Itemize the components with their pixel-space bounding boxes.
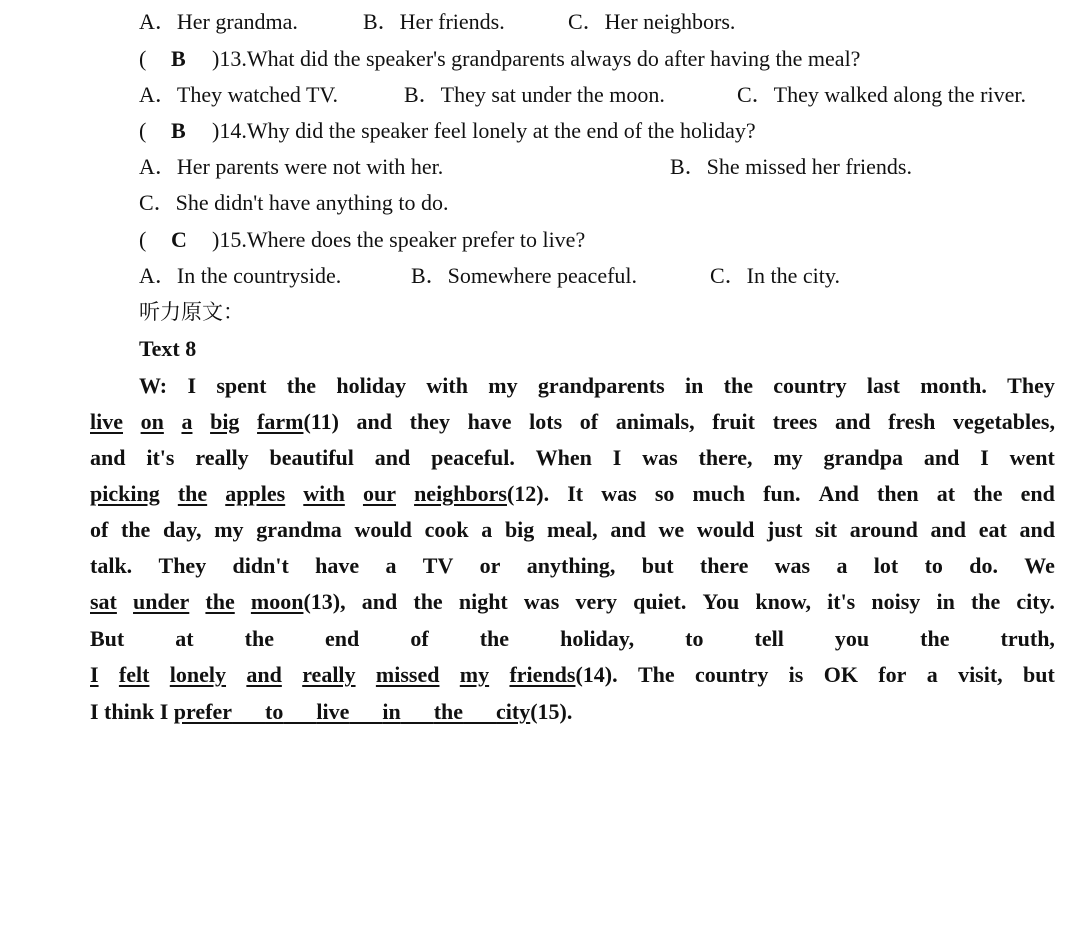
- word: grandparents: [537, 373, 665, 398]
- word: so: [654, 481, 675, 506]
- word: big: [504, 517, 535, 542]
- word: They: [158, 553, 207, 578]
- word: really: [195, 445, 249, 470]
- word: the: [479, 626, 510, 651]
- word: end: [1020, 481, 1055, 506]
- q14-open-paren: (: [139, 118, 147, 143]
- q14-answer: B: [171, 118, 186, 143]
- word: my: [488, 373, 518, 398]
- word: day,: [163, 517, 202, 542]
- word: know,: [755, 589, 811, 614]
- word: end: [325, 626, 360, 651]
- word: have: [467, 409, 512, 434]
- word: sit: [815, 517, 838, 542]
- word: but: [641, 553, 674, 578]
- underlined-word: prefer: [173, 699, 233, 724]
- word: TV: [422, 553, 454, 578]
- word: was: [523, 589, 560, 614]
- word: fresh: [888, 409, 936, 434]
- underlined-word: the: [177, 481, 208, 506]
- underlined-word: farm(11): [257, 409, 339, 434]
- word: anything,: [526, 553, 616, 578]
- word: at: [175, 626, 194, 651]
- word: just: [766, 517, 803, 542]
- word: beautiful: [269, 445, 354, 470]
- underlined-word: big: [210, 409, 240, 434]
- word: have: [315, 553, 360, 578]
- word: the: [970, 589, 1001, 614]
- word: but: [1023, 662, 1055, 687]
- word: of: [90, 517, 109, 542]
- word: noisy: [871, 589, 921, 614]
- word: a: [926, 662, 938, 687]
- word: and: [610, 517, 646, 542]
- word: cook: [424, 517, 469, 542]
- underlined-word: felt: [118, 662, 150, 687]
- transcript-line: [90, 408, 1055, 436]
- underlined-word: with: [303, 481, 345, 506]
- word: And: [818, 481, 859, 506]
- word: in: [684, 373, 704, 398]
- q15-option-b: B．Somewhere peaceful.: [411, 263, 638, 288]
- word: The: [637, 662, 675, 687]
- q15-question: )15.Where does the speaker prefer to live?: [212, 227, 586, 252]
- word: my: [214, 517, 244, 542]
- word: was: [642, 445, 678, 470]
- word: truth,: [1000, 626, 1055, 651]
- word: month.: [920, 373, 987, 398]
- underlined-word: moon(13),: [250, 589, 346, 614]
- word: visit,: [958, 662, 1003, 687]
- word: country: [773, 373, 847, 398]
- q13-open-paren: (: [139, 46, 147, 71]
- transcript-last-line: [90, 698, 572, 726]
- underlined-word: and: [246, 662, 282, 687]
- word: there,: [698, 445, 753, 470]
- word: meal,: [546, 517, 598, 542]
- underlined-word: picking: [90, 481, 160, 506]
- word: they: [409, 409, 450, 434]
- transcript-line: [90, 444, 1055, 472]
- word: and: [923, 445, 960, 470]
- word: was: [774, 553, 811, 578]
- word: do.: [969, 553, 998, 578]
- underlined-word: a: [181, 409, 193, 434]
- word: trees: [772, 409, 818, 434]
- word: fun.: [763, 481, 801, 506]
- transcript-line: [90, 516, 1055, 544]
- underlined-word: the: [433, 699, 464, 724]
- word: holiday: [336, 373, 407, 398]
- q12-option-c: C．Her neighbors.: [568, 9, 736, 34]
- word: my: [773, 445, 803, 470]
- q14-option-a: A．Her parents were not with her.: [139, 154, 444, 179]
- word: would: [354, 517, 412, 542]
- q13-question: )13.What did the speaker's grandparents always do after having the meal?: [212, 46, 861, 71]
- underlined-word: really: [302, 662, 356, 687]
- word: would: [696, 517, 755, 542]
- word: last: [866, 373, 900, 398]
- last-line-lead: I think I: [90, 699, 169, 724]
- q12-option-b: B．Her friends.: [363, 9, 505, 34]
- word: of: [579, 409, 599, 434]
- word: the: [723, 373, 753, 398]
- word: night: [458, 589, 508, 614]
- word: vegetables,: [952, 409, 1055, 434]
- word: went: [1009, 445, 1055, 470]
- underlined-word: city: [496, 699, 531, 724]
- word: and: [90, 445, 126, 470]
- word: country: [695, 662, 769, 687]
- word: grandma: [256, 517, 342, 542]
- word: and: [356, 409, 393, 434]
- word: tell: [754, 626, 784, 651]
- word: I: [612, 445, 622, 470]
- transcript-line: [139, 372, 1055, 400]
- word: animals,: [615, 409, 695, 434]
- word: eat: [978, 517, 1007, 542]
- q14-option-b: B．She missed her friends.: [670, 154, 912, 179]
- underlined-word: sat: [90, 589, 117, 614]
- word: very: [575, 589, 618, 614]
- underlined-word: neighbors(12).: [414, 481, 550, 506]
- word: But: [90, 626, 125, 651]
- underlined-word: live: [316, 699, 350, 724]
- word: and: [930, 517, 967, 542]
- underlined-word: the: [205, 589, 235, 614]
- underlined-word: under: [133, 589, 190, 614]
- underlined-word: I: [90, 662, 99, 687]
- transcript-line: [90, 625, 1055, 653]
- transcript-line: [90, 588, 1055, 616]
- word: for: [878, 662, 907, 687]
- word: then: [877, 481, 919, 506]
- word: of: [410, 626, 429, 651]
- word: peaceful.: [431, 445, 515, 470]
- transcript-title: Text 8: [139, 336, 197, 361]
- q13-option-a: A．They watched TV.: [139, 82, 338, 107]
- word: much: [692, 481, 746, 506]
- word: When: [535, 445, 592, 470]
- q12-option-a: A．Her grandma.: [139, 9, 298, 34]
- word: fruit: [712, 409, 755, 434]
- word: a: [836, 553, 848, 578]
- q13-answer: B: [171, 46, 186, 71]
- word: there: [699, 553, 749, 578]
- word: to: [924, 553, 943, 578]
- word: didn't: [232, 553, 289, 578]
- q14-option-c: C．She didn't have anything to do.: [139, 190, 449, 215]
- word: the: [973, 481, 1003, 506]
- word: holiday,: [560, 626, 635, 651]
- word: with: [426, 373, 468, 398]
- underlined-word: to: [265, 699, 284, 724]
- word: around: [849, 517, 918, 542]
- word: is: [788, 662, 804, 687]
- word: lots: [529, 409, 563, 434]
- underlined-word: apples: [225, 481, 286, 506]
- word: at: [936, 481, 956, 506]
- underlined-word: our: [362, 481, 396, 506]
- last-line-end: (15).: [530, 699, 573, 724]
- word: and: [834, 409, 871, 434]
- word: the: [286, 373, 317, 398]
- word: and: [374, 445, 411, 470]
- word: you: [834, 626, 870, 651]
- transcript-heading: 听力原文：: [139, 300, 244, 324]
- word: and: [1019, 517, 1055, 542]
- word: grandpa: [823, 445, 904, 470]
- q15-option-c: C．In the city.: [710, 263, 840, 288]
- word: lot: [873, 553, 899, 578]
- last-line-underlined: [174, 699, 530, 724]
- underlined-word: missed: [375, 662, 440, 687]
- q14-question: )14.Why did the speaker feel lonely at the end of the holiday?: [212, 118, 756, 143]
- word: I: [187, 373, 196, 398]
- word: and: [361, 589, 398, 614]
- q15-option-a: A．In the countryside.: [139, 263, 342, 288]
- underlined-word: friends(14).: [509, 662, 618, 687]
- word: was: [601, 481, 637, 506]
- underlined-word: on: [140, 409, 164, 434]
- word: or: [479, 553, 501, 578]
- word: city.: [1016, 589, 1055, 614]
- underlined-word: in: [382, 699, 401, 724]
- word: to: [685, 626, 704, 651]
- word: it's: [827, 589, 856, 614]
- word: in: [936, 589, 955, 614]
- underlined-word: live: [90, 409, 123, 434]
- word: It: [567, 481, 584, 506]
- transcript-line: [90, 480, 1055, 508]
- word: quiet.: [633, 589, 687, 614]
- word: They: [1007, 373, 1055, 398]
- word: We: [1024, 553, 1055, 578]
- word: a: [481, 517, 493, 542]
- underlined-word: my: [459, 662, 490, 687]
- word: spent: [216, 373, 267, 398]
- word: the: [920, 626, 950, 651]
- word: a: [385, 553, 397, 578]
- underlined-word: lonely: [169, 662, 227, 687]
- word: OK: [823, 662, 858, 687]
- q13-option-b: B．They sat under the moon.: [404, 82, 665, 107]
- word: we: [658, 517, 685, 542]
- word: the: [244, 626, 274, 651]
- word: You: [702, 589, 740, 614]
- word: talk.: [90, 553, 133, 578]
- q15-answer: C: [171, 227, 187, 252]
- q13-option-c: C．They walked along the river.: [737, 82, 1026, 107]
- transcript-line: [90, 661, 1055, 689]
- word: the: [121, 517, 151, 542]
- word: it's: [146, 445, 175, 470]
- q15-open-paren: (: [139, 227, 147, 252]
- word: I: [980, 445, 989, 470]
- word: the: [413, 589, 443, 614]
- transcript-line: [90, 552, 1055, 580]
- word: W:: [139, 373, 168, 398]
